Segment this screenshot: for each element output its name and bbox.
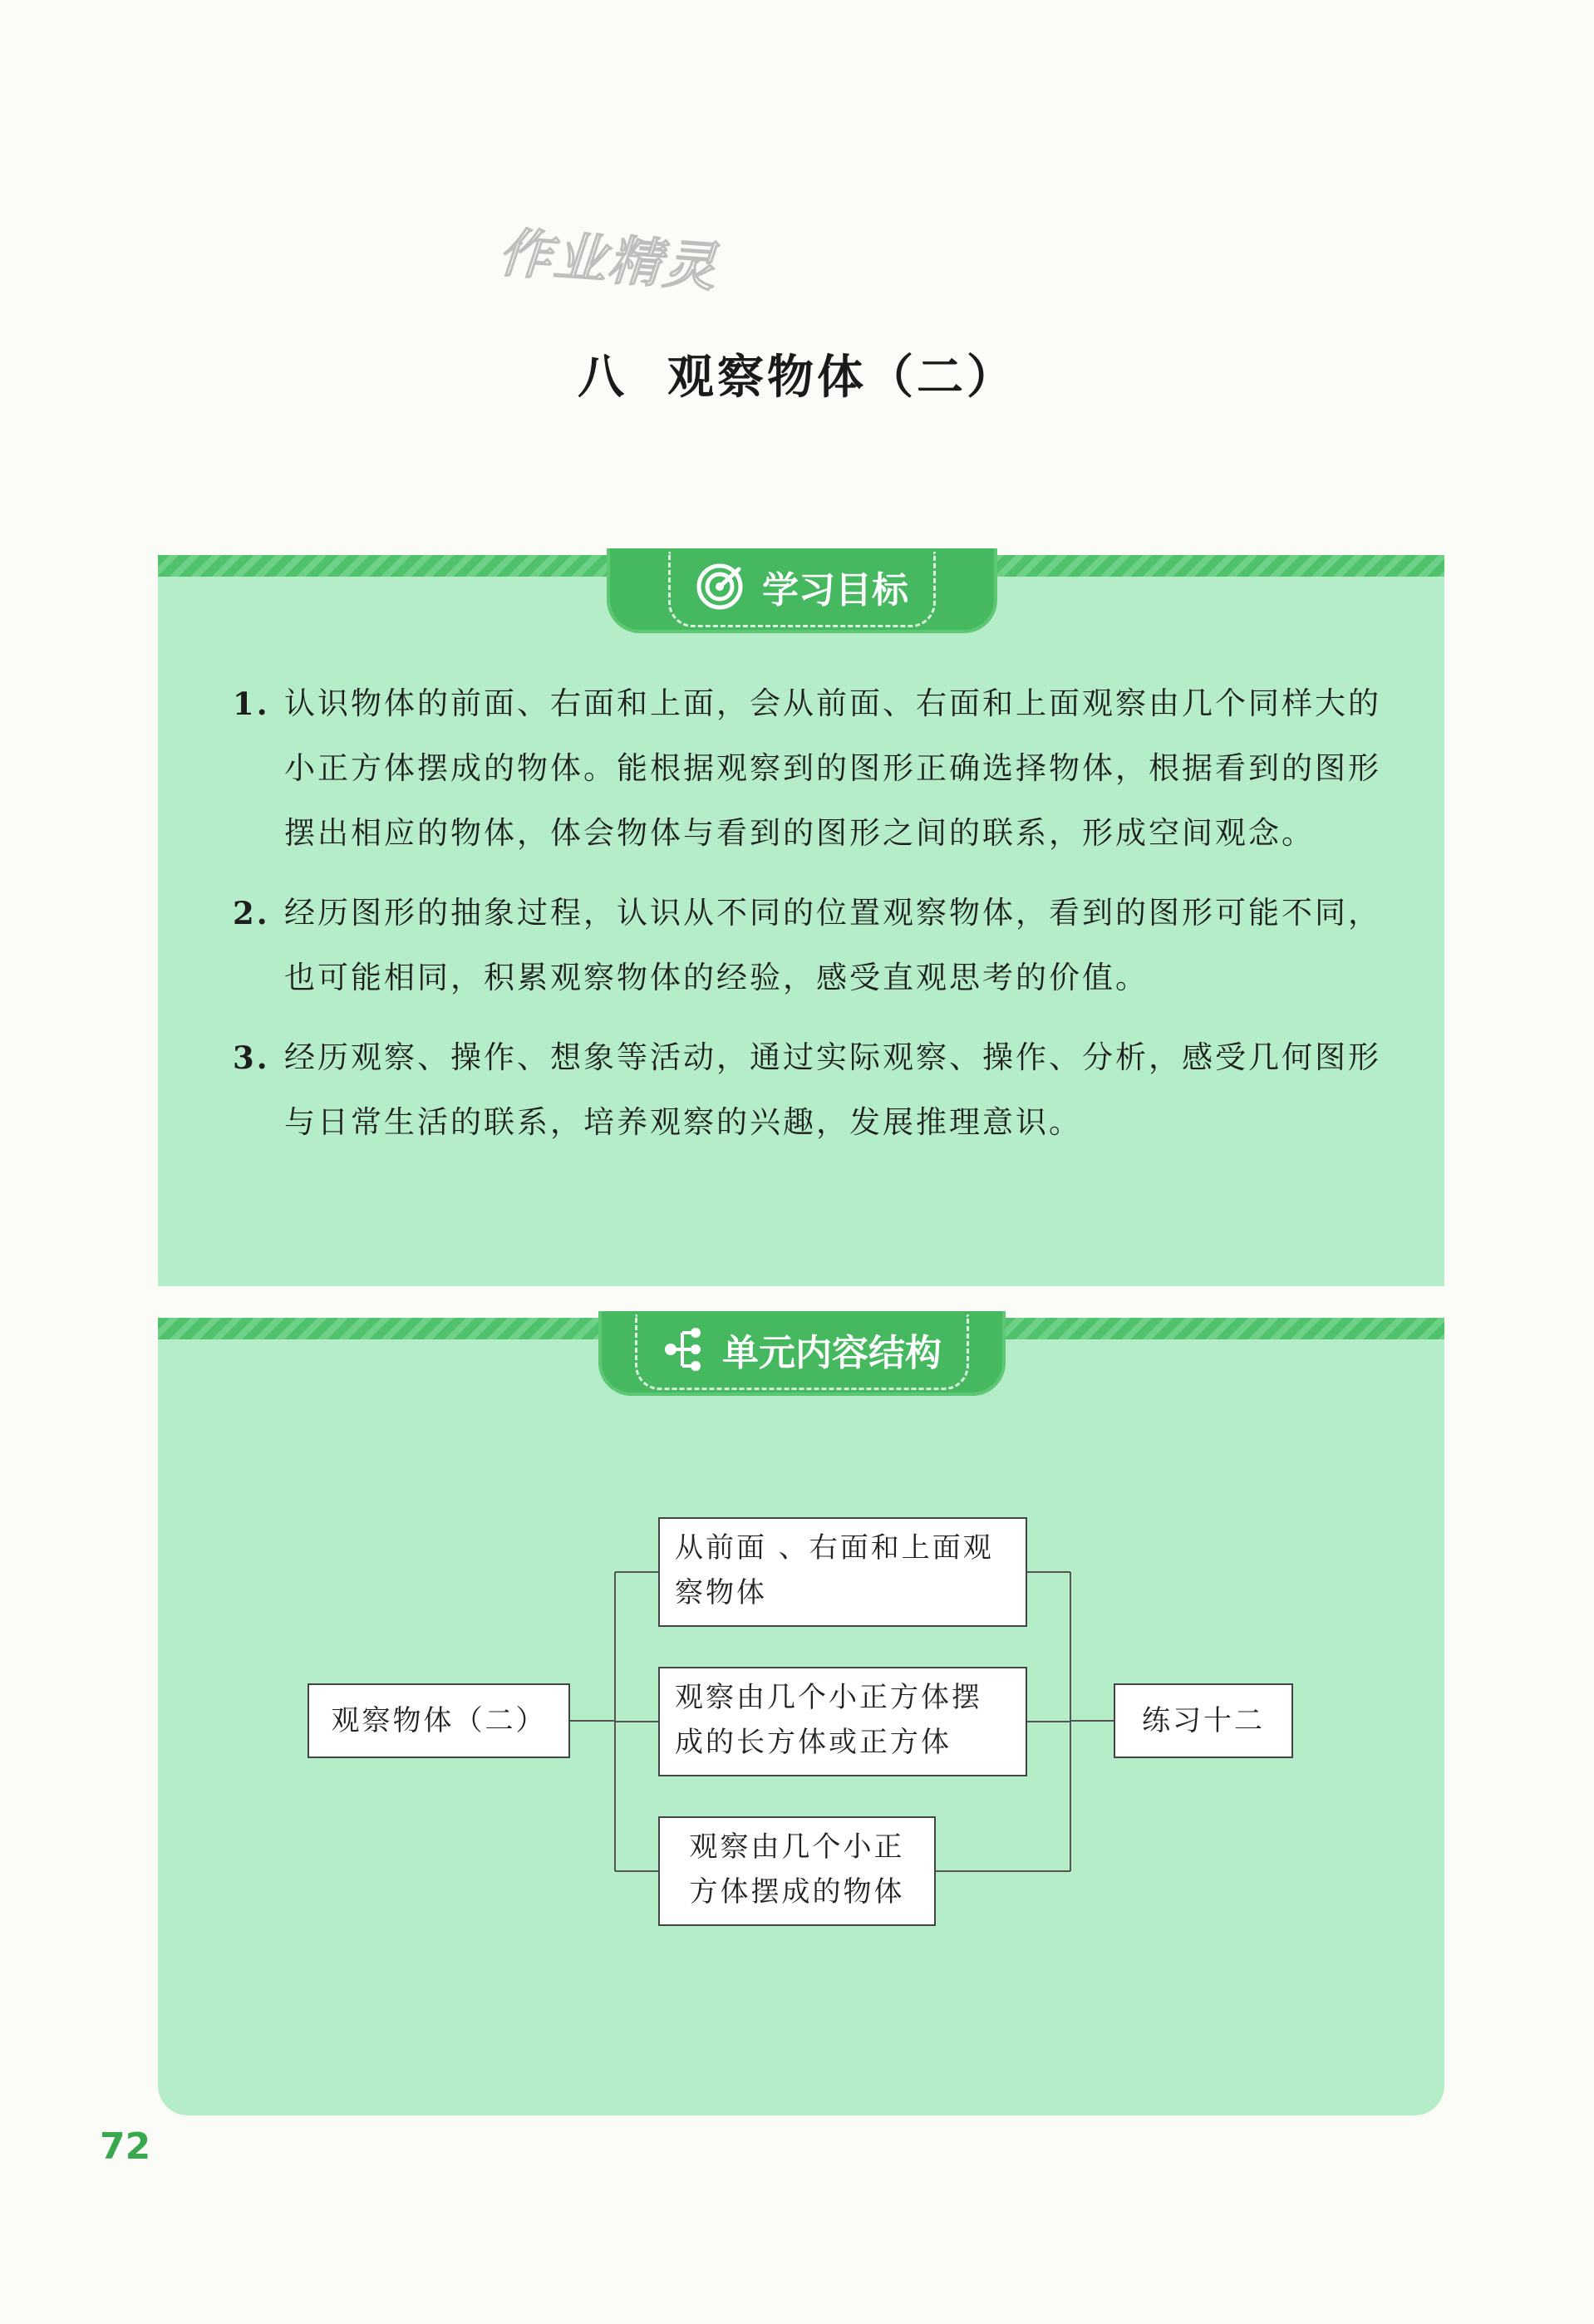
branch-node <box>658 1667 1027 1776</box>
unit-structure-panel <box>158 1318 1444 2115</box>
learning-goals-tab <box>607 548 997 633</box>
goal-number: 1. <box>233 685 270 722</box>
branch-node-line: 观察由几个小正 <box>689 1830 905 1864</box>
chapter-number: 八 <box>578 351 627 405</box>
branch-node-line: 成的长方体或正方体 <box>675 1726 952 1759</box>
branch-node-line: 从前面 、右面和上面观 <box>675 1531 994 1565</box>
end-node <box>1114 1683 1293 1758</box>
chapter-title-text: 观察物体（二） <box>667 351 1016 405</box>
learning-goals-panel <box>158 555 1444 1286</box>
page-number: 72 <box>100 2125 151 2168</box>
goal-number: 2. <box>233 895 270 931</box>
structure-diagram <box>158 1318 1444 2115</box>
branch-node <box>658 1816 936 1926</box>
chapter-title <box>0 341 1594 407</box>
end-node-label: 练习十二 <box>1142 1704 1265 1737</box>
unit-structure-heading: 单元内容结构 <box>722 1331 942 1374</box>
branch-node-line: 方体摆成的物体 <box>689 1875 905 1909</box>
goal-text: 经历观察、操作、想象等活动，通过实际观察、操作、分析，感受几何图形与日常生活的联系，培养观察的兴趣，发展推理意识。 <box>284 1039 1381 1140</box>
branch-node-line: 观察由几个小正方体摆 <box>675 1681 982 1714</box>
branch-node-line: 察物体 <box>675 1576 767 1609</box>
root-node <box>307 1683 570 1758</box>
list-item <box>233 881 1388 1010</box>
learning-goals-heading: 学习目标 <box>762 568 908 612</box>
branch-node <box>658 1517 1027 1627</box>
goals-list <box>233 671 1388 1170</box>
target-icon <box>696 563 744 611</box>
goal-text: 认识物体的前面、右面和上面，会从前面、右面和上面观察由几个同样大的小正方体摆成的物体。能根据观察到的图形正确选择物体，根据看到的图形摆出相应的物体，体会物体与看到的图形之间的联系，形成空间观念。 <box>284 685 1381 851</box>
root-node-label: 观察物体（二） <box>331 1704 547 1737</box>
list-item <box>233 1025 1388 1155</box>
list-item <box>233 671 1388 866</box>
goal-text: 经历图形的抽象过程，认识从不同的位置观察物体，看到的图形可能不同，也可能相同，积累观察物体的经验，感受直观思考的价值。 <box>284 895 1381 995</box>
watermark: 作业精灵 <box>496 222 720 300</box>
goal-number: 3. <box>233 1039 270 1076</box>
